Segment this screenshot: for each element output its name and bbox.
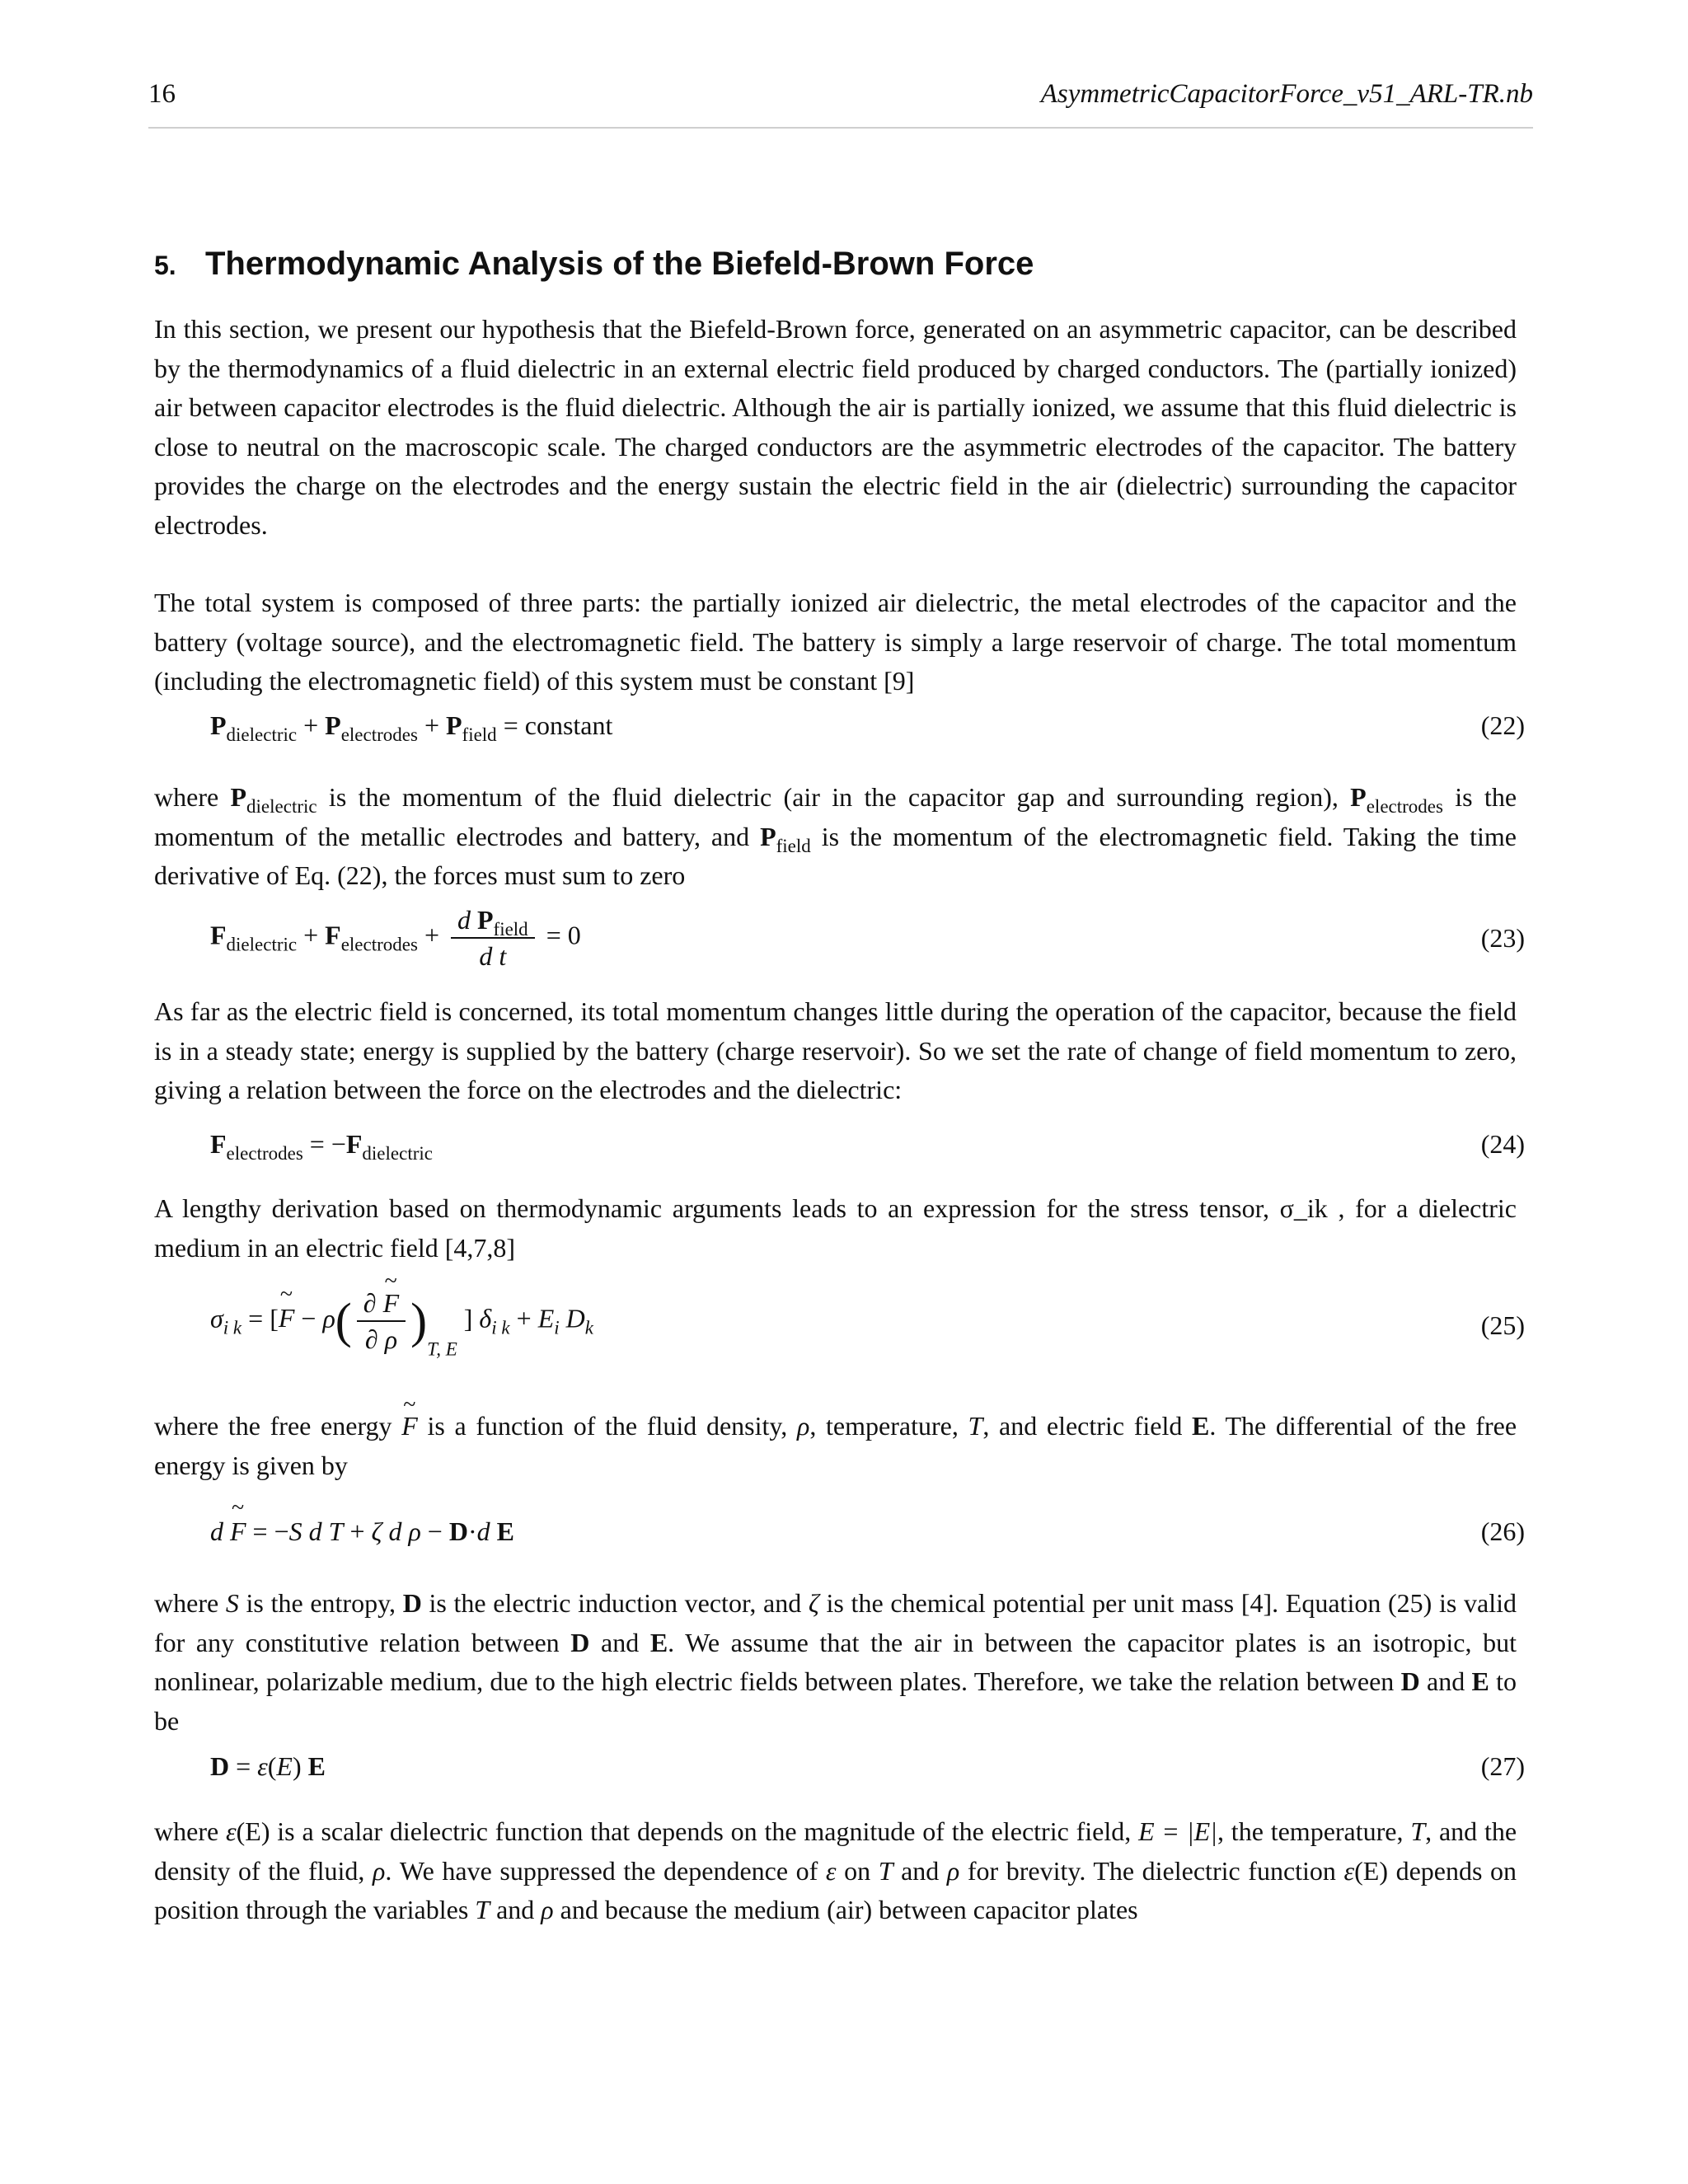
- section-number: 5.: [154, 251, 176, 280]
- equation-25: [210, 1286, 1525, 1385]
- paragraph-stress-tensor: A lengthy derivation based on thermodynamic arguments leads to an expression for the stress tensor, σ_ik , for a dielectric medium in an electric field [4,7,8]: [154, 1193, 1517, 1263]
- notebook-filename: AsymmetricCapacitorForce_v51_ARL-TR.nb: [1040, 79, 1533, 109]
- equation-23: [210, 902, 1525, 985]
- equation-25-body: $\sigma_{i k}$ = [~ F − ρ( $\frac{\partial \sim F}{\partial \rho}$ )$_{T, E}$ ] $\delta_{i k} + E_i$ $D_k$: [210, 1286, 593, 1357]
- equation-27: [210, 1751, 1525, 1801]
- page-header: [148, 79, 1533, 129]
- paragraph-momentum-definitions: where $P_{dielectric}$ is the momentum of the fluid dielectric (air in the capacitor gap and surrounding region), $P_{electrodes}$ is the momentum of the metallic electrodes and battery, and $P_{field}$ is the momentum of the electromagnetic field. Taking the time derivative of Eq. (22), the forces must sum to zero: [154, 782, 1517, 890]
- paragraph-free-energy: where the free energy ~ F is a function of the fluid density, ρ, temperature, T, and electric field E. The differential of the free energy is given by: [154, 1407, 1517, 1485]
- paragraph-hypothesis: In this section, we present our hypothesis that the Biefeld-Brown force, generated on an asymmetric capacitor, can be described by the thermodynamics of a fluid dielectric in an external electric field produced by charged conductors. The (partially ionized) air between capacitor electrodes is the fluid dielectric. Although the air is partially ionized, we assume that this fluid dielectric is close to neutral on the macroscopic scale. The charged conductors are the asymmetric electrodes of the capacitor. The battery provides the charge on the electrodes and the energy sustain the electric field in the air (dielectric) surrounding the capacitor electrodes.: [154, 314, 1517, 540]
- section-heading: [154, 246, 1034, 283]
- page-number: 16: [148, 79, 176, 109]
- equation-22-number: (22): [1480, 710, 1525, 740]
- equation-24-body: $F_{electrodes} = -F_{dielectric}$: [210, 1129, 433, 1164]
- section-title: Thermodynamic Analysis of the Biefeld-Brown Force: [205, 246, 1034, 282]
- equation-22: [210, 710, 1525, 760]
- equation-26-number: (26): [1480, 1516, 1525, 1546]
- fraction-dP-dt: $\frac{d P_{field}}{\text{d t}}$: [451, 902, 535, 973]
- equation-23-body: $F_{dielectric} + F_{electrodes}$ + $\frac{d P_{field}}{\text{d t}}$ = 0: [210, 902, 581, 973]
- equation-24-number: (24): [1480, 1129, 1525, 1159]
- equation-27-body: D = ε(E) E: [210, 1751, 326, 1781]
- fraction-dF-drho: $\frac{\partial \sim F}{\partial \rho}$: [357, 1286, 406, 1357]
- equation-26: [210, 1516, 1525, 1566]
- equation-22-body: $P_{dielectric} + P_{electrodes} + P_{field}$ = constant: [210, 710, 613, 745]
- equation-24: [210, 1129, 1525, 1179]
- paragraph-system-parts: The total system is composed of three parts: the partially ionized air dielectric, the metal electrodes of the capacitor and the battery (voltage source), and the electromagnetic field. The battery is simply a large reservoir of charge. The total momentum (including the electromagnetic field) of this system must be constant [9]: [154, 588, 1517, 696]
- equation-25-number: (25): [1480, 1310, 1525, 1340]
- paragraph-steady-state: As far as the electric field is concerned, its total momentum changes little during the operation of the capacitor, because the field is in a steady state; energy is supplied by the battery (charge reservoir). So we set the rate of change of field momentum to zero, giving a relation between the force on the electrodes and the dielectric:: [154, 996, 1517, 1104]
- equation-23-number: (23): [1480, 923, 1525, 953]
- equation-27-number: (27): [1480, 1751, 1525, 1781]
- paragraph-constitutive: where S is the entropy, D is the electric induction vector, and ζ is the chemical potential per unit mass [4]. Equation (25) is valid for any constitutive relation between D and E. We assume that the air in between the capacitor plates is an isotropic, but nonlinear, polarizable medium, due to the high electric fields between plates. Therefore, we take the relation between D and E to be: [154, 1588, 1517, 1736]
- paragraph-dielectric-function: where ε(E) is a scalar dielectric function that depends on the magnitude of the electric field, E = |E|, the temperature, T, and the density of the fluid, ρ. We have suppressed the dependence of ε on T and ρ for brevity. The dielectric function ε(E) depends on position through the variables T and ρ and because the medium (air) between capacitor plates: [154, 1816, 1517, 1924]
- equation-26-body: d ~ F = −S d T + ζ d ρ − D·d E: [210, 1516, 514, 1547]
